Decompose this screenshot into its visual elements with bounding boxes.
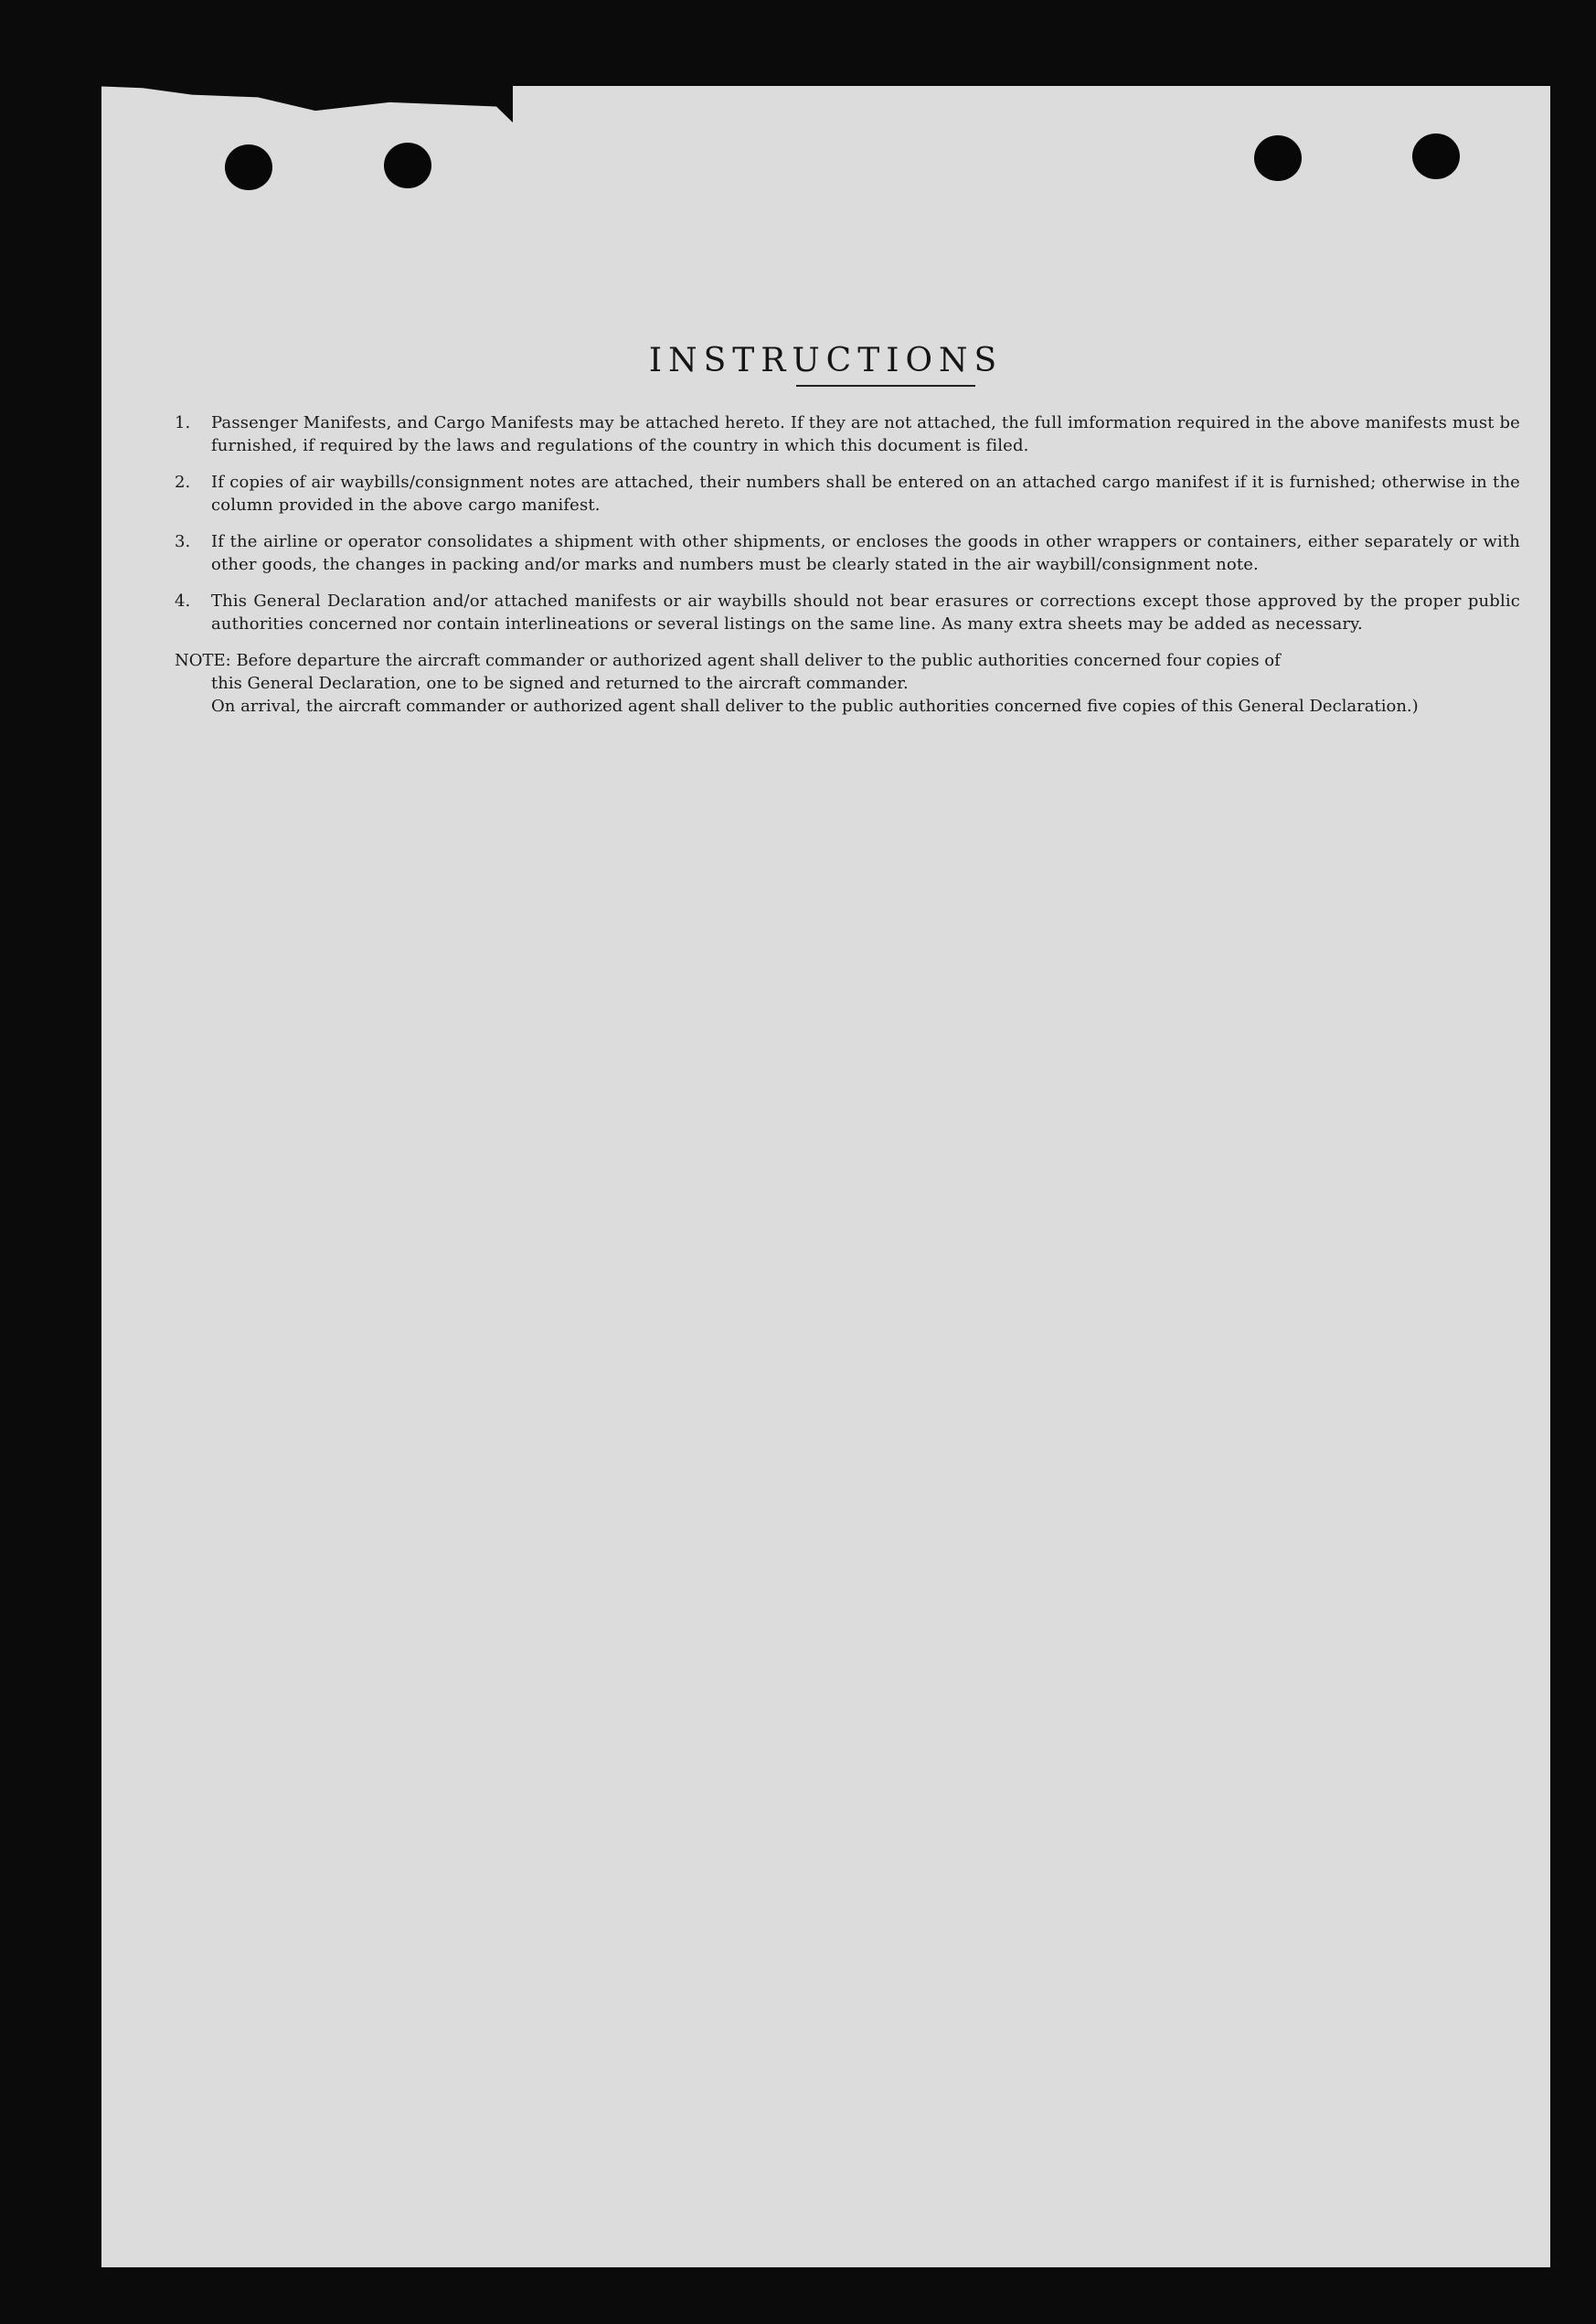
page-title: INSTRUCTIONS (648, 342, 1004, 380)
instruction-item-1 (175, 411, 1520, 457)
instruction-text: Passenger Manifests, and Cargo Manifests may be attached hereto. If they are not attached, the full imformation required in the above manifests must be furnished, if required by the laws and regulations of the country in which this document is filed. (211, 413, 1520, 455)
instruction-number: 3. (175, 532, 191, 551)
page-content (101, 86, 1550, 2267)
title-underline (796, 385, 975, 387)
instruction-text: If the airline or operator consolidates a shipment with other shipments, or encloses the goods in other wrappers or containers, either separately or with other goods, the changes in packing and/or marks and numbers must be clearly stated in the air waybill/consignment note. (211, 532, 1520, 574)
note-line-3: On arrival, the aircraft commander or authorized agent shall deliver to the public authorities concerned five copies of this General Declaration.) (211, 697, 1419, 716)
note-block (175, 649, 1520, 718)
instruction-item-2 (175, 471, 1520, 517)
note-line-1: NOTE: Before departure the aircraft commander or authorized agent shall deliver to the public authorities concerned four copies of (175, 651, 1281, 670)
instruction-number: 1. (175, 413, 191, 432)
instruction-text: If copies of air waybills/consignment notes are attached, their numbers shall be entered on an attached cargo manifest if it is furnished; otherwise in the column provided in the above cargo manifest. (211, 473, 1520, 515)
instruction-item-4 (175, 590, 1520, 635)
instruction-item-3 (175, 530, 1520, 576)
instruction-text: This General Declaration and/or attached manifests or air waybills should not bear erasures or corrections except those approved by the proper public authorities concerned nor contain interlineations or several listings on the same line. As many extra sheets may be added as necessary. (211, 592, 1520, 634)
instruction-number: 4. (175, 592, 191, 611)
note-line-2: this General Declaration, one to be signed and returned to the aircraft commander. (211, 674, 909, 693)
instruction-number: 2. (175, 473, 191, 492)
instructions-list (175, 411, 1520, 718)
